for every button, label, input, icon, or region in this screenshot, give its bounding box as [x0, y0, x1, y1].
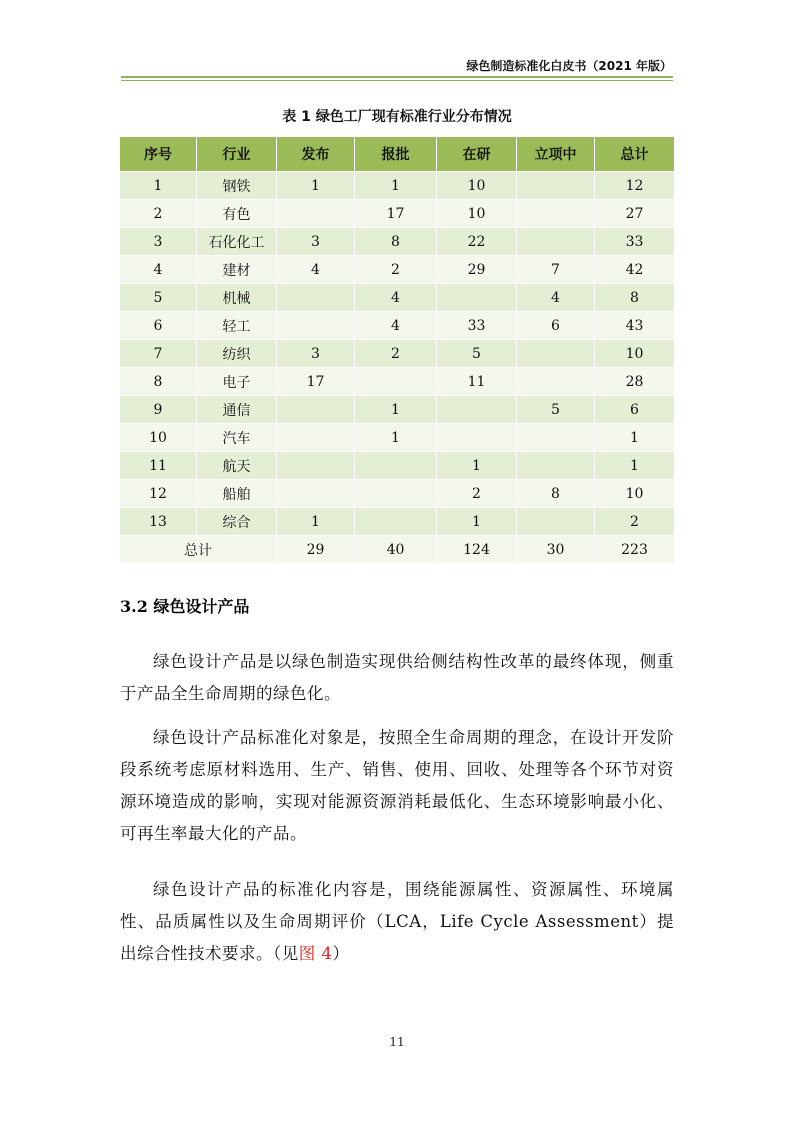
table-cell — [517, 339, 595, 367]
header-title: 绿色制造标准化白皮书（2021 年版） — [466, 59, 672, 73]
table-cell — [517, 367, 595, 395]
table-cell — [277, 311, 355, 339]
table-cell: 1 — [595, 451, 674, 479]
table-cell: 27 — [595, 199, 674, 227]
table-row — [120, 227, 674, 255]
table-cell — [437, 423, 517, 451]
table-cell: 2 — [120, 199, 197, 227]
table-cell: 综合 — [197, 507, 277, 535]
table-cell: 8 — [120, 367, 197, 395]
header-rule-thin — [121, 80, 673, 81]
table-cell: 2 — [355, 255, 437, 283]
table-cell: 1 — [595, 423, 674, 451]
column-header: 发布 — [277, 137, 355, 171]
table-cell: 17 — [277, 367, 355, 395]
table-row — [120, 283, 674, 311]
body-paragraph — [120, 874, 674, 970]
table-cell: 5 — [120, 283, 197, 311]
table-cell: 8 — [595, 283, 674, 311]
table-cell: 3 — [120, 227, 197, 255]
table-cell: 10 — [595, 339, 674, 367]
table-cell: 1 — [437, 451, 517, 479]
table-cell: 13 — [120, 507, 197, 535]
table-cell: 33 — [437, 311, 517, 339]
table-cell — [517, 423, 595, 451]
table-header-row — [120, 137, 674, 171]
table-cell: 机械 — [197, 283, 277, 311]
table-cell: 7 — [120, 339, 197, 367]
table-row — [120, 395, 674, 423]
table-cell: 12 — [120, 479, 197, 507]
table-cell: 6 — [517, 311, 595, 339]
table-body — [120, 171, 674, 563]
table-cell — [517, 171, 595, 199]
table-cell — [517, 451, 595, 479]
table-cell — [517, 227, 595, 255]
table-cell: 汽车 — [197, 423, 277, 451]
table-cell: 4 — [517, 283, 595, 311]
table-cell: 9 — [120, 395, 197, 423]
table-row — [120, 423, 674, 451]
table-cell: 11 — [120, 451, 197, 479]
table-cell: 11 — [437, 367, 517, 395]
table-row — [120, 255, 674, 283]
column-header: 在研 — [437, 137, 517, 171]
table-cell: 28 — [595, 367, 674, 395]
table-cell — [355, 479, 437, 507]
table-row — [120, 199, 674, 227]
table-cell — [517, 199, 595, 227]
table-cell: 3 — [277, 227, 355, 255]
table-row — [120, 507, 674, 535]
figure-reference-link[interactable]: 图 4 — [298, 944, 333, 963]
total-cell: 29 — [277, 535, 355, 563]
table-cell: 42 — [595, 255, 674, 283]
table-cell: 6 — [120, 311, 197, 339]
table-cell — [355, 367, 437, 395]
table-cell — [517, 507, 595, 535]
column-header: 总计 — [595, 137, 674, 171]
table-cell: 4 — [355, 311, 437, 339]
table-row — [120, 367, 674, 395]
table-cell: 10 — [437, 199, 517, 227]
table-cell: 22 — [437, 227, 517, 255]
column-header: 行业 — [197, 137, 277, 171]
table-cell: 1 — [120, 171, 197, 199]
table-cell: 4 — [277, 255, 355, 283]
table-cell: 1 — [437, 507, 517, 535]
table-cell: 轻工 — [197, 311, 277, 339]
table-row — [120, 339, 674, 367]
table-cell: 2 — [437, 479, 517, 507]
table-cell: 4 — [120, 255, 197, 283]
total-cell: 40 — [355, 535, 437, 563]
header-rule-thick — [121, 76, 673, 78]
table-cell: 2 — [355, 339, 437, 367]
table-cell: 1 — [355, 171, 437, 199]
table-cell — [277, 395, 355, 423]
paragraph-close: ） — [332, 944, 350, 963]
total-cell: 30 — [517, 535, 595, 563]
table-cell: 29 — [437, 255, 517, 283]
table-cell: 5 — [517, 395, 595, 423]
column-header: 立项中 — [517, 137, 595, 171]
table-cell: 纺织 — [197, 339, 277, 367]
table-row — [120, 311, 674, 339]
table-cell — [277, 423, 355, 451]
column-header: 序号 — [120, 137, 197, 171]
table-cell: 12 — [595, 171, 674, 199]
table-cell: 6 — [595, 395, 674, 423]
table-cell: 船舶 — [197, 479, 277, 507]
industry-standards-table — [120, 137, 674, 563]
table-cell: 8 — [517, 479, 595, 507]
table-total-row — [120, 535, 674, 563]
table-cell — [355, 507, 437, 535]
table-cell: 1 — [277, 507, 355, 535]
body-paragraph: 绿色设计产品是以绿色制造实现供给侧结构性改革的最终体现，侧重于产品全生命周期的绿色化。 — [120, 652, 674, 703]
table-row — [120, 479, 674, 507]
page-number: 11 — [389, 1035, 405, 1049]
table-cell: 5 — [437, 339, 517, 367]
table-cell: 4 — [355, 283, 437, 311]
column-header: 报批 — [355, 137, 437, 171]
table-cell: 3 — [277, 339, 355, 367]
table-cell — [277, 283, 355, 311]
table-cell: 电子 — [197, 367, 277, 395]
paragraph-text: 绿色设计产品的标准化内容是，围绕能源属性、资源属性、环境属性、品质属性以及生命周期评价（LCA，Life Cycle Assessment）提出综合性技术要求。（见 — [120, 880, 674, 963]
table-cell: 10 — [437, 171, 517, 199]
table-cell: 建材 — [197, 255, 277, 283]
table-cell — [355, 451, 437, 479]
table-cell: 17 — [355, 199, 437, 227]
table-cell: 1 — [355, 423, 437, 451]
total-label: 总计 — [120, 535, 277, 563]
table-cell: 航天 — [197, 451, 277, 479]
table-cell: 2 — [595, 507, 674, 535]
table-cell: 33 — [595, 227, 674, 255]
table-row — [120, 171, 674, 199]
table-cell: 钢铁 — [197, 171, 277, 199]
table-cell — [277, 199, 355, 227]
table-cell — [277, 479, 355, 507]
section-heading: 3.2 绿色设计产品 — [120, 597, 250, 616]
table-cell — [277, 451, 355, 479]
table-cell: 有色 — [197, 199, 277, 227]
table-caption: 表 1 绿色工厂现有标准行业分布情况 — [282, 109, 512, 125]
table-row — [120, 451, 674, 479]
total-cell: 124 — [437, 535, 517, 563]
table-cell: 1 — [355, 395, 437, 423]
table-cell: 10 — [120, 423, 197, 451]
table-cell: 7 — [517, 255, 595, 283]
table-cell — [437, 283, 517, 311]
table-cell: 1 — [277, 171, 355, 199]
table-cell: 石化化工 — [197, 227, 277, 255]
table-cell — [437, 395, 517, 423]
table-cell: 10 — [595, 479, 674, 507]
table-cell: 通信 — [197, 395, 277, 423]
total-cell: 223 — [595, 535, 674, 563]
table-cell: 43 — [595, 311, 674, 339]
table-cell: 8 — [355, 227, 437, 255]
body-paragraph: 绿色设计产品标准化对象是，按照全生命周期的理念，在设计开发阶段系统考虑原材料选用、生产、销售、使用、回收、处理等各个环节对资源环境造成的影响，实现对能源资源消耗最低化、生态环境影响最小化、可再生率最大化的产品。 — [120, 728, 674, 843]
